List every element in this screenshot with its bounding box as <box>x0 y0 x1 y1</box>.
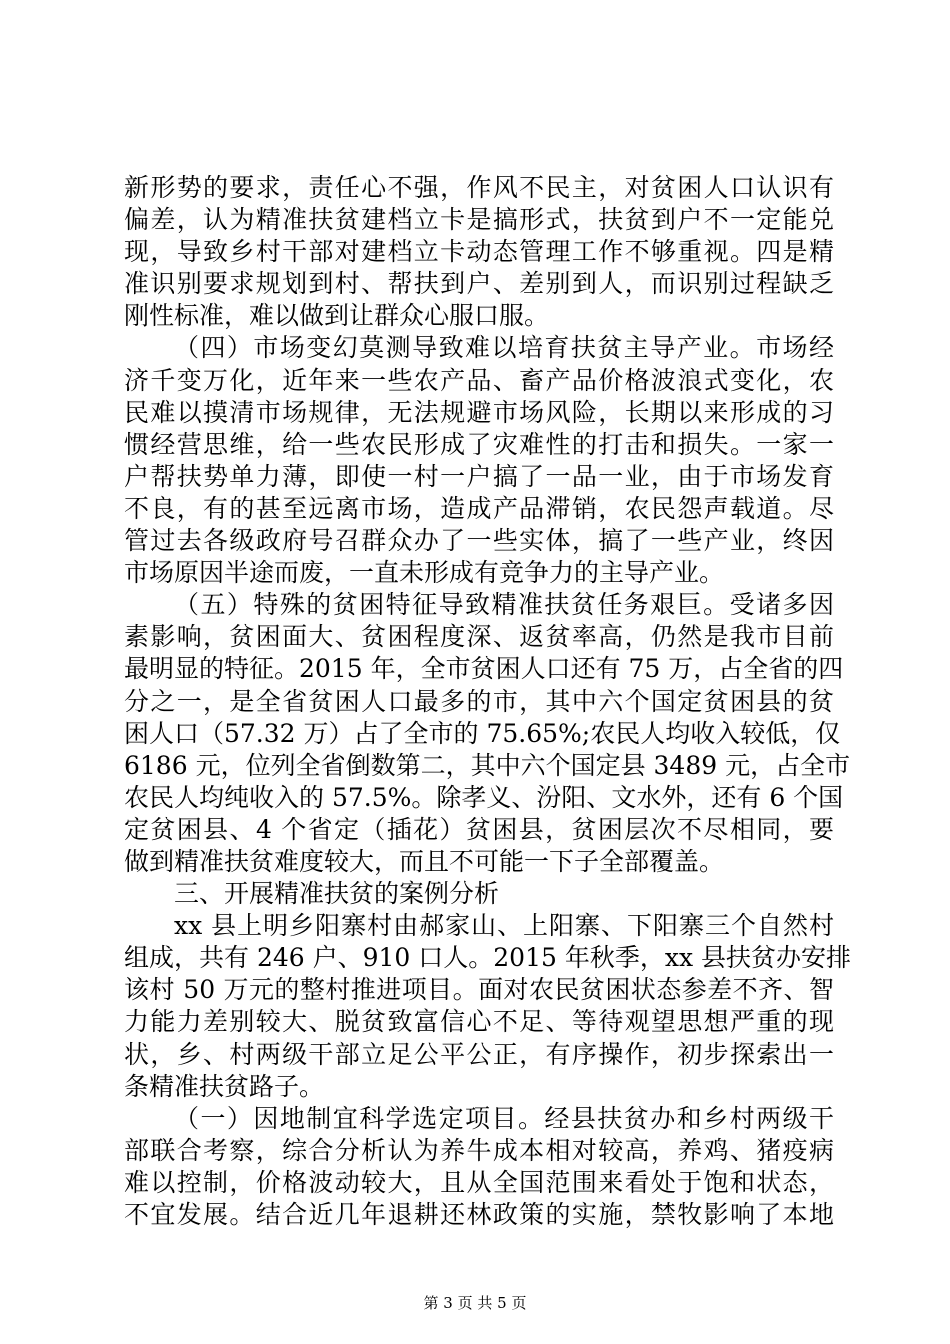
text-line: 条精准扶贫路子。 <box>124 1071 325 1101</box>
text-line: 组成，共有 246 户、910 口人。2015 年秋季，xx 县扶贫办安排 <box>124 943 851 973</box>
section-heading-line: （五）特殊的贫困特征导致精准扶贫任务艰巨。受诸多因 <box>174 590 834 620</box>
text-line: 农民人均纯收入的 57.5%。除孝义、汾阳、文水外，还有 6 个国 <box>124 782 844 812</box>
text-line: 民难以摸清市场规律，无法规避市场风险，长期以来形成的习 <box>124 397 834 427</box>
text-line: 部联合考察，综合分析认为养牛成本相对较高，养鸡、猪疫病 <box>124 1135 834 1165</box>
section-heading-line: （一）因地制宜科学选定项目。经县扶贫办和乡村两级干 <box>174 1103 834 1133</box>
text-line: 做到精准扶贫难度较大，而且不可能一下子全部覆盖。 <box>124 846 725 876</box>
text-line: 现，导致乡村干部对建档立卡动态管理工作不够重视。四是精 <box>124 237 834 267</box>
text-line: 难以控制，价格波动较大，且从全国范围来看处于饱和状态， <box>124 1167 834 1197</box>
text-line: 刚性标准，难以做到让群众心服口服。 <box>124 301 550 331</box>
text-line: 素影响，贫困面大、贫困程度深、返贫率高，仍然是我市目前 <box>124 622 834 652</box>
text-line: 状，乡、村两级干部立足公平公正，有序操作，初步探索出一 <box>124 1039 834 1069</box>
section-heading-line: （四）市场变幻莫测导致难以培育扶贫主导产业。市场经 <box>174 333 834 363</box>
body-text <box>124 172 851 1231</box>
text-line: 新形势的要求，责任心不强，作风不民主，对贫困人口认识有 <box>124 173 834 202</box>
text-line: 分之一，是全省贫困人口最多的市，其中六个国定贫困县的贫 <box>124 686 834 716</box>
chapter-heading: 三、开展精准扶贫的案例分析 <box>174 879 500 909</box>
text-line: 户帮扶势单力薄，即使一村一户搞了一品一业，由于市场发育 <box>124 461 834 491</box>
text-line: 力能力差别较大、脱贫致富信心不足、等待观望思想严重的现 <box>124 1007 834 1037</box>
text-line: 不良，有的甚至远离市场，造成产品滞销，农民怨声载道。尽 <box>124 493 834 523</box>
text-line: 济千变万化，近年来一些农产品、畜产品价格波浪式变化，农 <box>124 365 834 395</box>
text-line: 偏差，认为精准扶贫建档立卡是搞形式，扶贫到户不一定能兑 <box>124 205 834 235</box>
text-line: 不宜发展。结合近几年退耕还林政策的实施，禁牧影响了本地 <box>124 1200 834 1229</box>
text-line: 该村 50 万元的整村推进项目。面对农民贫困状态参差不齐、智 <box>124 975 834 1005</box>
page-number: 第 3 页 共 5 页 <box>423 1294 527 1312</box>
paragraph-start-line: xx 县上明乡阳寨村由郝家山、上阳寨、下阳寨三个自然村 <box>174 911 834 941</box>
page-footer <box>0 1292 950 1313</box>
text-line: 准识别要求规划到村、帮扶到户、差别到人，而识别过程缺乏 <box>124 269 834 299</box>
text-line: 6186 元，位列全省倒数第二，其中六个国定县 3489 元，占全市 <box>124 750 851 780</box>
text-line: 管过去各级政府号召群众办了一些实体，搞了一些产业，终因 <box>124 526 834 556</box>
text-line: 惯经营思维，给一些农民形成了灾难性的打击和损失。一家一 <box>124 429 834 459</box>
text-line: 定贫困县、4 个省定（插花）贫困县，贫困层次不尽相同，要 <box>124 814 834 844</box>
text-line: 最明显的特征。2015 年，全市贫困人口还有 75 万，占全省的四 <box>124 654 844 684</box>
text-line: 市场原因半途而废，一直未形成有竞争力的主导产业。 <box>124 558 725 588</box>
text-line: 困人口（57.32 万）占了全市的 75.65%;农民人均收入较低，仅 <box>124 718 841 748</box>
